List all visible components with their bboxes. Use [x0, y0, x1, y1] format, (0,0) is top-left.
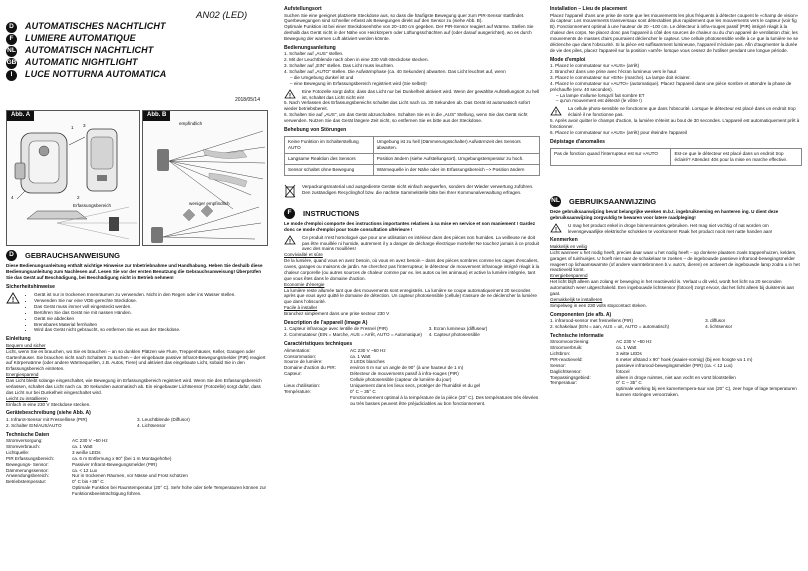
lang-badge-de: D: [6, 22, 17, 33]
spec-value: 0° C bis +35° C: [72, 479, 104, 485]
print-date: 2018/05/14: [234, 97, 260, 103]
fr-tech-table: [284, 348, 540, 407]
safety-item: • Verwenden Sie nur eine VDE-gerechte Steckdose.: [34, 298, 236, 304]
fr-mode-note-text: La cellule photo-sensible ne fonctionne que dans l'obscurité. Lorsque le détecteur est placé dans un endroit trop éclairé il ne fonctionne pas.: [568, 106, 796, 118]
part-item: 3. Ecran lumineux (diffuseur): [428, 326, 488, 332]
mode-step: 6. Placez le commutateur sur «AUS» (arrêt) pour éteindre l'appareil: [550, 129, 687, 135]
french-warning-text: Ce produit n'est homologué que pour une utilisation en intérieur dans des pièces non humides. La veilleuse ne doit pas être mouillée ni humide, autrement il y a danger de décharge électrique mortelle! Ne touchez jamais à ce produit avec des mains mouillées!: [302, 234, 539, 252]
safety-item: • Gerät ist nur in trockenen Innenräumen zu verwenden. Nicht in den Regen oder ins Wasser stellen.: [34, 292, 236, 298]
table-row: [285, 137, 540, 154]
spec-key: Source de lumière:: [284, 359, 323, 365]
operation-title: Bedienungsanleitung: [284, 44, 336, 51]
detection-area-label: Erfassungsbereich: [73, 203, 112, 208]
lang-badge-gb: GB: [6, 58, 17, 69]
svg-text:!: !: [289, 93, 291, 99]
spec-key: PIR Erfassungsbereich:: [6, 455, 55, 461]
install-text: Einfach in eine 230 V Steckdose stecken.: [6, 401, 91, 407]
safety-item: • Berühren Sie das Gerät nie mit nassen Händen.: [34, 310, 236, 316]
french-warning: [284, 235, 540, 253]
dutch-section: [550, 196, 802, 398]
german-heading: [6, 250, 268, 261]
dutch-warning-text: U mag het product enkel in droge binnenruimtes gebruiken. Het mag niet vochtig of nat worden om levensgevaarlijke elektrische schokken te voorkomen! Raak het product nooit met natte handen aan!: [568, 222, 773, 234]
nl-eco-title: Energiebesparend: [550, 273, 588, 279]
spec-value: Fonctionnement optimal à la température de la pièce (20° C). Des températures très élevées ou très basses peuvent être préjudiciables au bon fonctionnement.: [350, 394, 539, 406]
nl-features-title: Kenmerken: [550, 237, 578, 244]
tech-title: Technische Daten: [6, 431, 50, 438]
part-item: 2. Commutateur (EIN = Marche, AUS = Arrêt, AUTO = Automatique): [284, 332, 422, 338]
dutch-heading-text: GEBRUIKSAANWIJZING: [569, 196, 657, 206]
spec-key: Stroomverbruik:: [550, 345, 583, 351]
mode-step: 4. Placez le commutateur sur «AUTO» (automatique). Placez l'appareil dans une pièce sombre et attendre la phase de préchauffe (env. 40 secondes).: [550, 80, 792, 92]
easy-text: Branchez simplement dans une prise secteur 230 V: [284, 311, 390, 317]
figure-a-label: Abb. A: [7, 111, 34, 121]
figure-b: [142, 110, 268, 246]
spec-value: Uniquement dans les lieux secs, protéger de l'humidité et du gel: [350, 382, 481, 388]
fr-trouble-table: [550, 148, 802, 166]
spec-key: Capteur:: [284, 371, 302, 377]
title-line-de: [6, 21, 268, 33]
title-fr: LUMIERE AUTOMATIQUE: [25, 33, 136, 44]
nl-easy-title: Makkelijk en veilig: [550, 243, 588, 249]
spec-row: [550, 386, 802, 398]
french-intro: Le mode d'emploi comporte des instructions importantes relatives à sa mise en service et son maniement ! Gardez donc ce mode d'emploi pour toute consultation ultérieure !: [284, 220, 536, 232]
spec-value: AC 230 V ~50 Hz: [350, 347, 386, 353]
spec-row: [6, 485, 268, 497]
operation-steps-2: [284, 100, 540, 124]
title-nl: AUTOMATISCH NACHTLICHT: [25, 45, 154, 56]
nl-parts-list: [550, 318, 802, 330]
nl-parts-title: Componenten (zie afb. A): [550, 311, 612, 318]
eco-text: La lumière reste allumée tant que des mouvements sont enregistrés. La lumière se coupe automatiquement 20 secondes après que vous ayez quitté le domaine de détection. Un capteur photosensible (cellule) s'assure de ne déclencher la lumière que dans l'obscurité.: [284, 287, 537, 305]
fr-placement-text: Placez l'appareil d'ans une prise de sorte que les mouvements les plus fréquents à détecter coupent le «champ de vision» du capteur. Les mouvements transversaux sont détectables plus rapidement que les mouvements vers le capteur (voir fig B). Fonctionnement optimal à une hauteur de 20 –100 cm. Le détecteur à infra-rouges passif (PIR) intégré réagit à la chaleur des corps. Ne placez donc pas l'appareil à côté des sources de chaleur ou du d'un appareil de ventilation d'air, les mouvements de masses d'airs pourraient déclencher le capteur. Une cellule photosensible veille à ce que la lumière ne se déclenche que dans l'obscurité. Si la pièce est suffisamment lumineuse, l'appareil n'éclaire pas. Afin d'augmenter la durée de vie des piles, placez l'appareil sur la position «arrêt» lorsque vous cessez de l'utiliser pendant une longue période.: [550, 12, 799, 53]
spec-key: Stromversorgung:: [6, 438, 43, 444]
trouble-title: Behebung von Störungen: [284, 126, 347, 133]
spec-key: Bewegungs- Sensor:: [6, 461, 49, 467]
install-title: Leicht zu installieren: [6, 395, 48, 401]
spec-key: Temperatuur:: [550, 380, 578, 386]
warning-icon: [550, 106, 562, 116]
fix-cell: Umgebung ist zu hell (Dämmerungsschalter) Aufwärmzeit des Sensors abwarten.: [373, 137, 539, 154]
recycle-text: Verpackungsmaterial und ausgediente Geräte nicht einfach wegwerfen, sondern der Wieder verwertung zuführen. Den zuständigen Recyclinghof bzw. die nächste Sammelstelle bitte bei Ihrer Kommunalverwaltung erfragen.: [302, 183, 534, 195]
figure-a-callout-2: 2: [77, 195, 80, 200]
nl-tech-table: [550, 339, 802, 398]
spec-value: Détecteur de mouvements passif à infra-rouges (PIR): [350, 371, 459, 377]
spec-key: Lieux d'utilisation:: [284, 382, 321, 388]
table-row: [285, 154, 540, 165]
spec-key: PIR-reactieveld:: [550, 356, 583, 362]
warning-icon: [284, 235, 296, 245]
dutch-warning: [550, 223, 802, 235]
spec-key: Sensor:: [550, 362, 566, 368]
tech-table: [6, 438, 268, 497]
spec-key: Lichtbron:: [550, 351, 571, 357]
usage-title: Bequem und sicher: [6, 342, 46, 348]
spec-value: 3 witte LEDs: [616, 351, 642, 357]
spec-value: Optimale Funktion bei Raumtemperatur (20° C). Sehr hohe oder tiefe Temperaturen können zur Funktionsbeeinträchtigung führen.: [72, 485, 267, 497]
figure-a: [6, 110, 140, 246]
operation-step: 1. Schalter auf „AUS" stellen.: [284, 51, 344, 57]
comfort-title: Convivialité et sûre: [284, 252, 323, 258]
french-heading: [284, 208, 540, 219]
figure-a-callout-1: 1: [71, 125, 74, 130]
spec-value: ca. 6 m Entfernung x 90° (bei 1 m Montagehöhe): [72, 455, 172, 461]
fr-parts-list: [284, 326, 540, 338]
fr-mode-title: Mode d'emploi: [550, 56, 586, 63]
safety-item: • Wird das Gerät nicht gebraucht, so entfernen Sie es aus der Steckdose.: [34, 327, 236, 333]
safety-title: Sicherheitshinweise: [6, 283, 55, 290]
title-it: LUCE NOTTURNA AUTOMATICA: [25, 69, 167, 80]
safety-item: • Das Gerät muss immer voll eingesteckt werden.: [34, 304, 236, 310]
spec-value: AC 230 V ~50 Hz: [72, 438, 108, 444]
spec-key: [550, 386, 616, 398]
lang-badge-fr: F: [6, 34, 17, 45]
figure-a-callout-3: 3: [83, 123, 86, 128]
german-intro: Diese Bedienungsanleitung enthält wichtige Hinweise zur Inbetriebnahme und Handhabung. Heben Sie deshalb diese Bedienungsanleitung zum Nachlesen auf. Lesen Sie vor der ersten Benutzung die Gebrauchsanweisung! Überprüfen Sie das Gerät auf Beschädigung, bei Beschädigung nicht in Betrieb nehmen!: [6, 263, 263, 280]
part-item: 1. infrarood-sensor met fresnellens (PIR): [550, 318, 633, 324]
spec-value: 0° C – 35° C: [350, 388, 376, 394]
sensitive-label: empfindlich: [179, 121, 203, 126]
mode-step: – qu'un mouvement est détecté (le vôtre !): [556, 98, 642, 104]
spec-row: [284, 395, 540, 407]
part-item: 2. schakelaar (EIN = aan, AUS = uit, AUTO = automatisch): [550, 323, 670, 329]
spec-key: Lichtquelle:: [6, 449, 30, 455]
title-de: AUTOMATISCHES NACHTLICHT: [25, 21, 166, 32]
part-item: 4. lichtsensor: [705, 323, 733, 329]
placement-title: Aufstellungsort: [284, 6, 322, 12]
spec-value: alleen in droge ruimtes, niet aan vocht en vorst blootstellen: [616, 374, 736, 380]
spec-value: fotocel: [616, 368, 630, 374]
parts-list: [6, 417, 268, 429]
less-sensitive-label: weniger empfindlich: [189, 201, 230, 206]
title-line-fr: [6, 33, 268, 45]
operation-step: 2. Mit der Leuchtblende nach oben in eine 230 Volt-Steckdose stecken.: [284, 57, 429, 63]
spec-value: ca. 1 Watt: [350, 353, 371, 359]
part-item: 2. Schalter EIN/AUS/AUTO: [6, 422, 62, 428]
lang-badge-it: I: [6, 70, 17, 81]
warning-icon: [284, 89, 296, 99]
easy-title: Facile à installer: [284, 305, 318, 311]
mode-step: 3. Placez le commutateur sur «EIN» (marche). La lampe doit éclairer.: [550, 74, 691, 80]
safety-item: • Brennbares Material fernhalten: [34, 322, 236, 328]
nl-inst-text: Simpelweg in een 230 volts stopcontact steken.: [550, 302, 647, 308]
spec-value: 6 meter afstand x 90° hoek (waaier-vormig) (bij een hoogte va 1 m): [616, 356, 753, 362]
spec-value: 3 LEDs blanches: [350, 359, 385, 365]
fr-mode-steps: [550, 63, 802, 104]
fix-cell: Position ändern (siehe Aufstellungsort). Umgebungstemperatur zu hoch.: [373, 154, 539, 165]
problem-cell: Keine Funktion im Schalterstellung AUTO: [285, 137, 374, 154]
spec-value: Cellule photosensible (capteur de lumière du jour): [350, 377, 452, 383]
operation-step: 6. Schalten Sie auf „AUS", um das Gerät abzuschalten. Schalten Sie es in die „AUS" Stellung, wenn Sie das Gerät nicht verwenden. Nutzen Sie das Gerät längere Zeit nicht, so entfernen Sie es bitte aus der Steckdose.: [284, 112, 528, 124]
spec-key: Dämmerungssensor:: [6, 467, 49, 473]
operation-steps: [284, 51, 540, 86]
fr-trouble-title: Dépistage d'anomalies: [550, 138, 605, 145]
operation-step: 4. Schalter auf „AUTO" stellen. Die Aufwärmphase (ca. 40 Sekunden) abwarten. Das Licht leuchtet auf, wenn: [284, 69, 506, 75]
energy-title: Energiesparend: [6, 372, 39, 378]
part-item: 4. Capteur photosensible: [428, 332, 480, 338]
usage-text: Licht, wenn Sie es brauchen, wo Sie es brauchen – an so dunklen Plätzen wie Flure, Treppenhäuser, Keller, Garagen oder Gartenhäuser. Sie brauchen nicht nach Schaltern zu suchen – der eingebaute passive Infrarot-Bewegungsmelder (PIR) reagiert auf Körperwärme (oder andere Wärmequellen, z.B. Autos, Tiere) und aktiviert das eingebaute Licht, sobald Sie in den Erfassungsbereich eintreten.: [6, 348, 266, 372]
dutch-intro: Deze gebruiksaanwijzing bevat belangrijke wenken m.b.t. ingebruikneming en hanteren ing. U dient deze gebruiksaanwijzing zorgvuldig te bewaren voor latere raadpleging!: [550, 208, 779, 220]
part-item: 4. Lichtsensor: [137, 422, 166, 428]
spec-key: [284, 395, 350, 407]
recycle-bin-icon: [284, 184, 296, 198]
spec-value: ca. < 12 Lux: [72, 467, 98, 473]
spec-value: 3 weiße LEDs: [72, 449, 101, 455]
fr-placement-title: Installation – Lieu de placement: [550, 6, 627, 12]
lang-badge-nl-2: NL: [550, 196, 561, 207]
recycle-note: [284, 184, 540, 198]
column-2: [284, 6, 540, 566]
warning-icon: [550, 223, 562, 233]
figure-a-callout-4: 4: [11, 195, 14, 200]
comfort-text: De la lumière, quand vous en avez besoin, où vous en avez besoin – dans des pièces sombres comme les cages d'escaliers, caves, garages ou maisons de jardin. Ne cherchez pas l'interrupteur, le détecteur de mouvement infrarouge intégré réagit à la chaleur corporelle (ou autres sources de chaleur comme par ex. les autos ou les animaux) et active la lumière intégrée, tant que vous êtes dans le domaine d'action.: [284, 258, 540, 281]
mode-step: 1. Placez le commutateur sur «AUS» (arrêt): [550, 63, 640, 69]
spec-key: Daglichtsensor:: [550, 368, 582, 374]
title-list: [6, 21, 268, 81]
title-line-gb: [6, 57, 268, 69]
warning-icon: [6, 292, 20, 304]
placement-text-2: Optimale Funktion ist bei einer Steckdosenhöhe von 20–100 cm gegeben. Der PIR-Sensor reagiert auf Wärme. Stellen Sie deshalb das Gerät nicht in der Nähe von Heizkörpern oder Lüftungsschächten auf (oder darauf ausgerichtet), wo es durch Bewegung der warmen Luft aktiviert werden könnte.: [284, 24, 534, 42]
fr-desc-title: Description de l'appareil (image A): [284, 319, 368, 326]
spec-key: Betriebstemperatur:: [6, 479, 47, 485]
spec-key: Consommation:: [284, 353, 317, 359]
nl-inst-title: Gemakkelijk te installeren: [550, 296, 603, 302]
operation-step: – die Umgebung dunkel ist und: [290, 74, 354, 80]
mode-step: 5. Après avoir quitter le champs d'action, la lumière s'éteint au bout de 30 secondes. L'appareil est automatiquement prêt à fonctionner.: [550, 118, 800, 129]
spec-value: Passiver Infrarot-Bewegungsmelder (PIR): [72, 461, 158, 467]
french-section: [284, 208, 540, 407]
part-item: 3. diffusor: [705, 318, 726, 324]
fix-cell: Est-ce que le détecteur est placé dans un endroit trop éclairé? Attendez 40s pour la mise en marche effective.: [671, 149, 802, 166]
spec-value: ca. 1 Watt: [72, 444, 93, 450]
problem-cell: Langsame Reaktion des Sensors: [285, 154, 374, 165]
title-line-nl: [6, 45, 268, 57]
lang-badge-fr-2: F: [284, 208, 295, 219]
spec-value: passieve infrarood-bewegingsmelder (PIR) (ca. < 12 Lux): [616, 362, 733, 368]
fr-mode-steps-2: [550, 118, 802, 136]
spec-key: Domaine d'action du PIR:: [284, 365, 336, 371]
lang-badge-de-2: D: [6, 250, 17, 261]
spec-key: [6, 485, 72, 497]
fix-cell: Wärmequelle in der Nähe oder im Erfassungsbereich –> Position ändern: [373, 165, 539, 176]
operation-step: 3. Schalter auf „EIN" stellen. Das Licht muss leuchten.: [284, 63, 395, 69]
intro-title: Einleitung: [6, 336, 31, 343]
nl-easy-text: Licht wanneer u het nodig heeft, precies daar waar u het nodig heeft – op donkere plaatsen zoals trappenhuizen, kelders, garages of tuinhuisjes. U hoeft niet naar de schakelaar te zoeken – de ingebouwde passieve infrarood-bewegingsmelder reageert op lichaamswarmte (of andere warmtebronnen b.v. auto's, dieren) en activeert de ingebouwde lamp zodra u in het reactieveld komt.: [550, 249, 800, 273]
title-gb: AUTOMATIC NIGHTLIGHT: [25, 57, 138, 68]
spec-key: Anwendungsbereich:: [6, 473, 49, 479]
svg-text:!: !: [555, 227, 557, 233]
parts-title: Gerätebeschreibung (siehe Abb. A): [6, 410, 91, 417]
spec-key: Stroomvoorziening:: [550, 339, 590, 345]
spec-key: Température:: [284, 388, 312, 394]
operation-note-text: Eine Fotozelle sorgt dafür, dass das Licht nur bei Dunkelheit aktiviert wird. Wenn der gewählte Aufstellungsort zu hell ist, schaltet das Licht nicht ein!: [302, 88, 540, 100]
safety-block: [6, 292, 268, 333]
table-row: [285, 165, 540, 176]
svg-text:!: !: [11, 297, 15, 305]
spec-value: AC 230 V ~50 Hz: [616, 339, 652, 345]
french-heading-text: INSTRUCTIONS: [303, 208, 360, 218]
part-item: 1. Capteur infrarouge avec lentille de Fresnel (PIR): [284, 326, 388, 332]
table-row: [551, 149, 802, 166]
german-heading-text: GEBRAUCHSANWEISUNG: [25, 250, 121, 260]
model-number: AN02 (LED): [196, 10, 248, 21]
column-1: [6, 6, 268, 566]
lang-badge-nl: NL: [6, 46, 17, 57]
spec-key: Alimentation:: [284, 347, 311, 353]
spec-value: ca. 1 Watt: [616, 345, 637, 351]
energy-text: Das Licht bleibt solange eingeschaltet, wie Bewegung im Erfassungsbereich registriert wird. Wenn Sie den Erfassungsbereich verlassen, schaltet das Licht nach ca. 30 Sekunden automatisch ab. Ein eingebauter Lichtsensor (Fotozelle) sorgt dafür, dass das Licht nur bei Dunkelheit eingeschaltet wird.: [6, 378, 262, 395]
fr-tech-title: Caractéristiques techniques: [284, 341, 353, 348]
mode-step: 2. Branchez dans une prise avec l'écran lumineux vers le haut: [550, 69, 677, 75]
german-section: [6, 250, 268, 497]
operation-step: – eine Bewegung im Erfassungsbereich registriert wird (Sie selbst)!: [290, 80, 427, 86]
spec-value: environ 6 m sur un angle de 90° (à une hauteur de 1 m): [350, 365, 464, 371]
nightlight-device-illustration: [7, 111, 140, 246]
dutch-heading: [550, 196, 802, 207]
nl-tech-title: Technische informatie: [550, 332, 604, 339]
spec-key: Toepassingsgebied:: [550, 374, 591, 380]
safety-item: • Gerät nie abdecken: [34, 316, 236, 322]
part-item: 3. Leuchtblende (Diffusor): [137, 416, 190, 422]
placement-text: Suchen Sie eine geeignet platzierte Steckdose aus, so dass die häufigste Bewegung quer zum PIR-Sensor stattfindet. Querbewegungen sind schneller erfasst als Bewegungen direkt auf den Sensor zu (siehe Abb. B).: [284, 12, 525, 24]
sensitivity-diagram: [143, 111, 268, 246]
figure-b-label: Abb. B: [143, 111, 170, 121]
svg-text:!: !: [555, 110, 557, 117]
spec-value: Nur in trockenen Räumen, vor Nässe und Frost schützen: [72, 473, 188, 479]
spec-key: Stromverbrauch:: [6, 444, 40, 450]
trouble-table: [284, 136, 540, 176]
operation-step: 5. Nach Verlassen des Erfassungsbereichs schaltet das Licht nach ca. 30 Sekunden ab. Das Gerät ist automatisch sofort wieder betriebsbereit.: [284, 100, 530, 112]
column-3: [550, 6, 802, 566]
eco-title: Economie d'énergie: [284, 281, 325, 287]
mode-step: – La lampe s'allume lorsqu'il fait sombre ET: [556, 92, 645, 98]
problem-cell: Pas de fonction quand l'interrupteur est sur «AUTO: [551, 149, 671, 166]
spec-value: 0° C – 35° C: [616, 380, 642, 386]
nl-eco-text: Het licht blijft alleen aan zolang er beweging in het reactieveld is. Verlaat u dit veld, wordt het licht na 20 seconden automatisch weer uitgeschakeld. Een ingebouwde lichtsensor (fotocel) zorgt ervoor, dat het licht alleen bij duisternis aan gaat.: [550, 279, 795, 296]
title-line-it: [6, 69, 268, 81]
operation-note: [284, 89, 540, 101]
spec-value: optimale werking bij een kamertempera-tuur van (20° C), zeer hoge of lage temperaturen kunnen storingen veroorzaken.: [616, 386, 797, 398]
fr-mode-note: [550, 106, 802, 118]
safety-list: [26, 292, 236, 333]
svg-text:!: !: [289, 239, 291, 245]
problem-cell: Sensor schaltet ohne Bewegung: [285, 165, 374, 176]
part-item: 1. Infrarot-Sensor mit Fresnellinse (PIR): [6, 416, 88, 422]
